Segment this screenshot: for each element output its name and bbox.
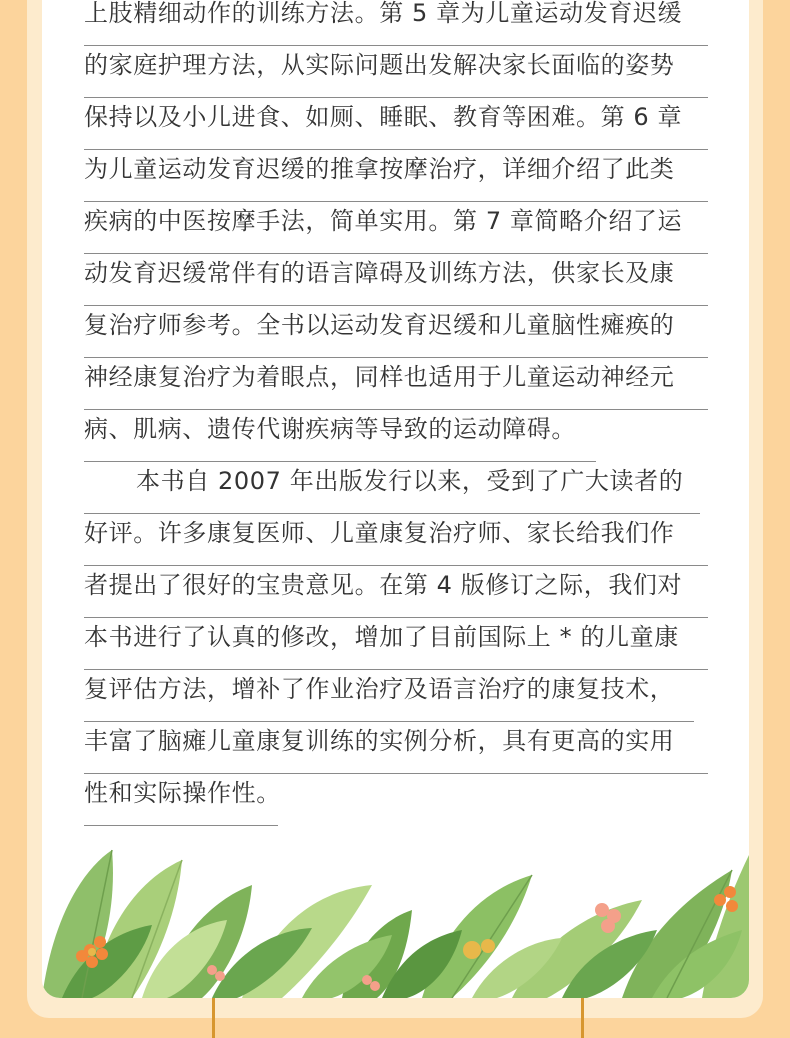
hanging-rod-left (212, 998, 215, 1038)
text-line: 者提出了很好的宝贵意见。在第 4 版修订之际，我们对 (84, 566, 708, 618)
leaf-decoration (42, 830, 749, 998)
text-line: 性和实际操作性。 (84, 774, 278, 826)
leaf-illustration (42, 830, 749, 998)
text-line: 病、肌病、遗传代谢疾病等导致的运动障碍。 (84, 410, 596, 462)
text-line: 动发育迟缓常伴有的语言障碍及训练方法，供家长及康 (84, 254, 708, 306)
text-line: 丰富了脑瘫儿童康复训练的实例分析，具有更高的实用 (84, 722, 708, 774)
text-line: 本书自 2007 年出版发行以来，受到了广大读者的 (84, 462, 700, 514)
text-line: 保持以及小儿进食、如厕、睡眠、教育等困难。第 6 章 (84, 98, 708, 150)
text-line: 神经康复治疗为着眼点，同样也适用于儿童运动神经元 (84, 358, 708, 410)
text-line: 上肢精细动作的训练方法。第 5 章为儿童运动发育迟缓 (84, 0, 708, 46)
text-line: 本书进行了认真的修改，增加了目前国际上 * 的儿童康 (84, 618, 708, 670)
text-line: 好评。许多康复医师、儿童康复治疗师、家长给我们作 (84, 514, 708, 566)
hanging-rod-right (581, 998, 584, 1038)
text-line: 复评估方法，增补了作业治疗及语言治疗的康复技术， (84, 670, 694, 722)
text-line: 的家庭护理方法，从实际问题出发解决家长面临的姿势 (84, 46, 708, 98)
text-line: 为儿童运动发育迟缓的推拿按摩治疗，详细介绍了此类 (84, 150, 708, 202)
text-line: 复治疗师参考。全书以运动发育迟缓和儿童脑性瘫痪的 (84, 306, 708, 358)
text-line: 疾病的中医按摩手法，简单实用。第 7 章简略介绍了运 (84, 202, 708, 254)
